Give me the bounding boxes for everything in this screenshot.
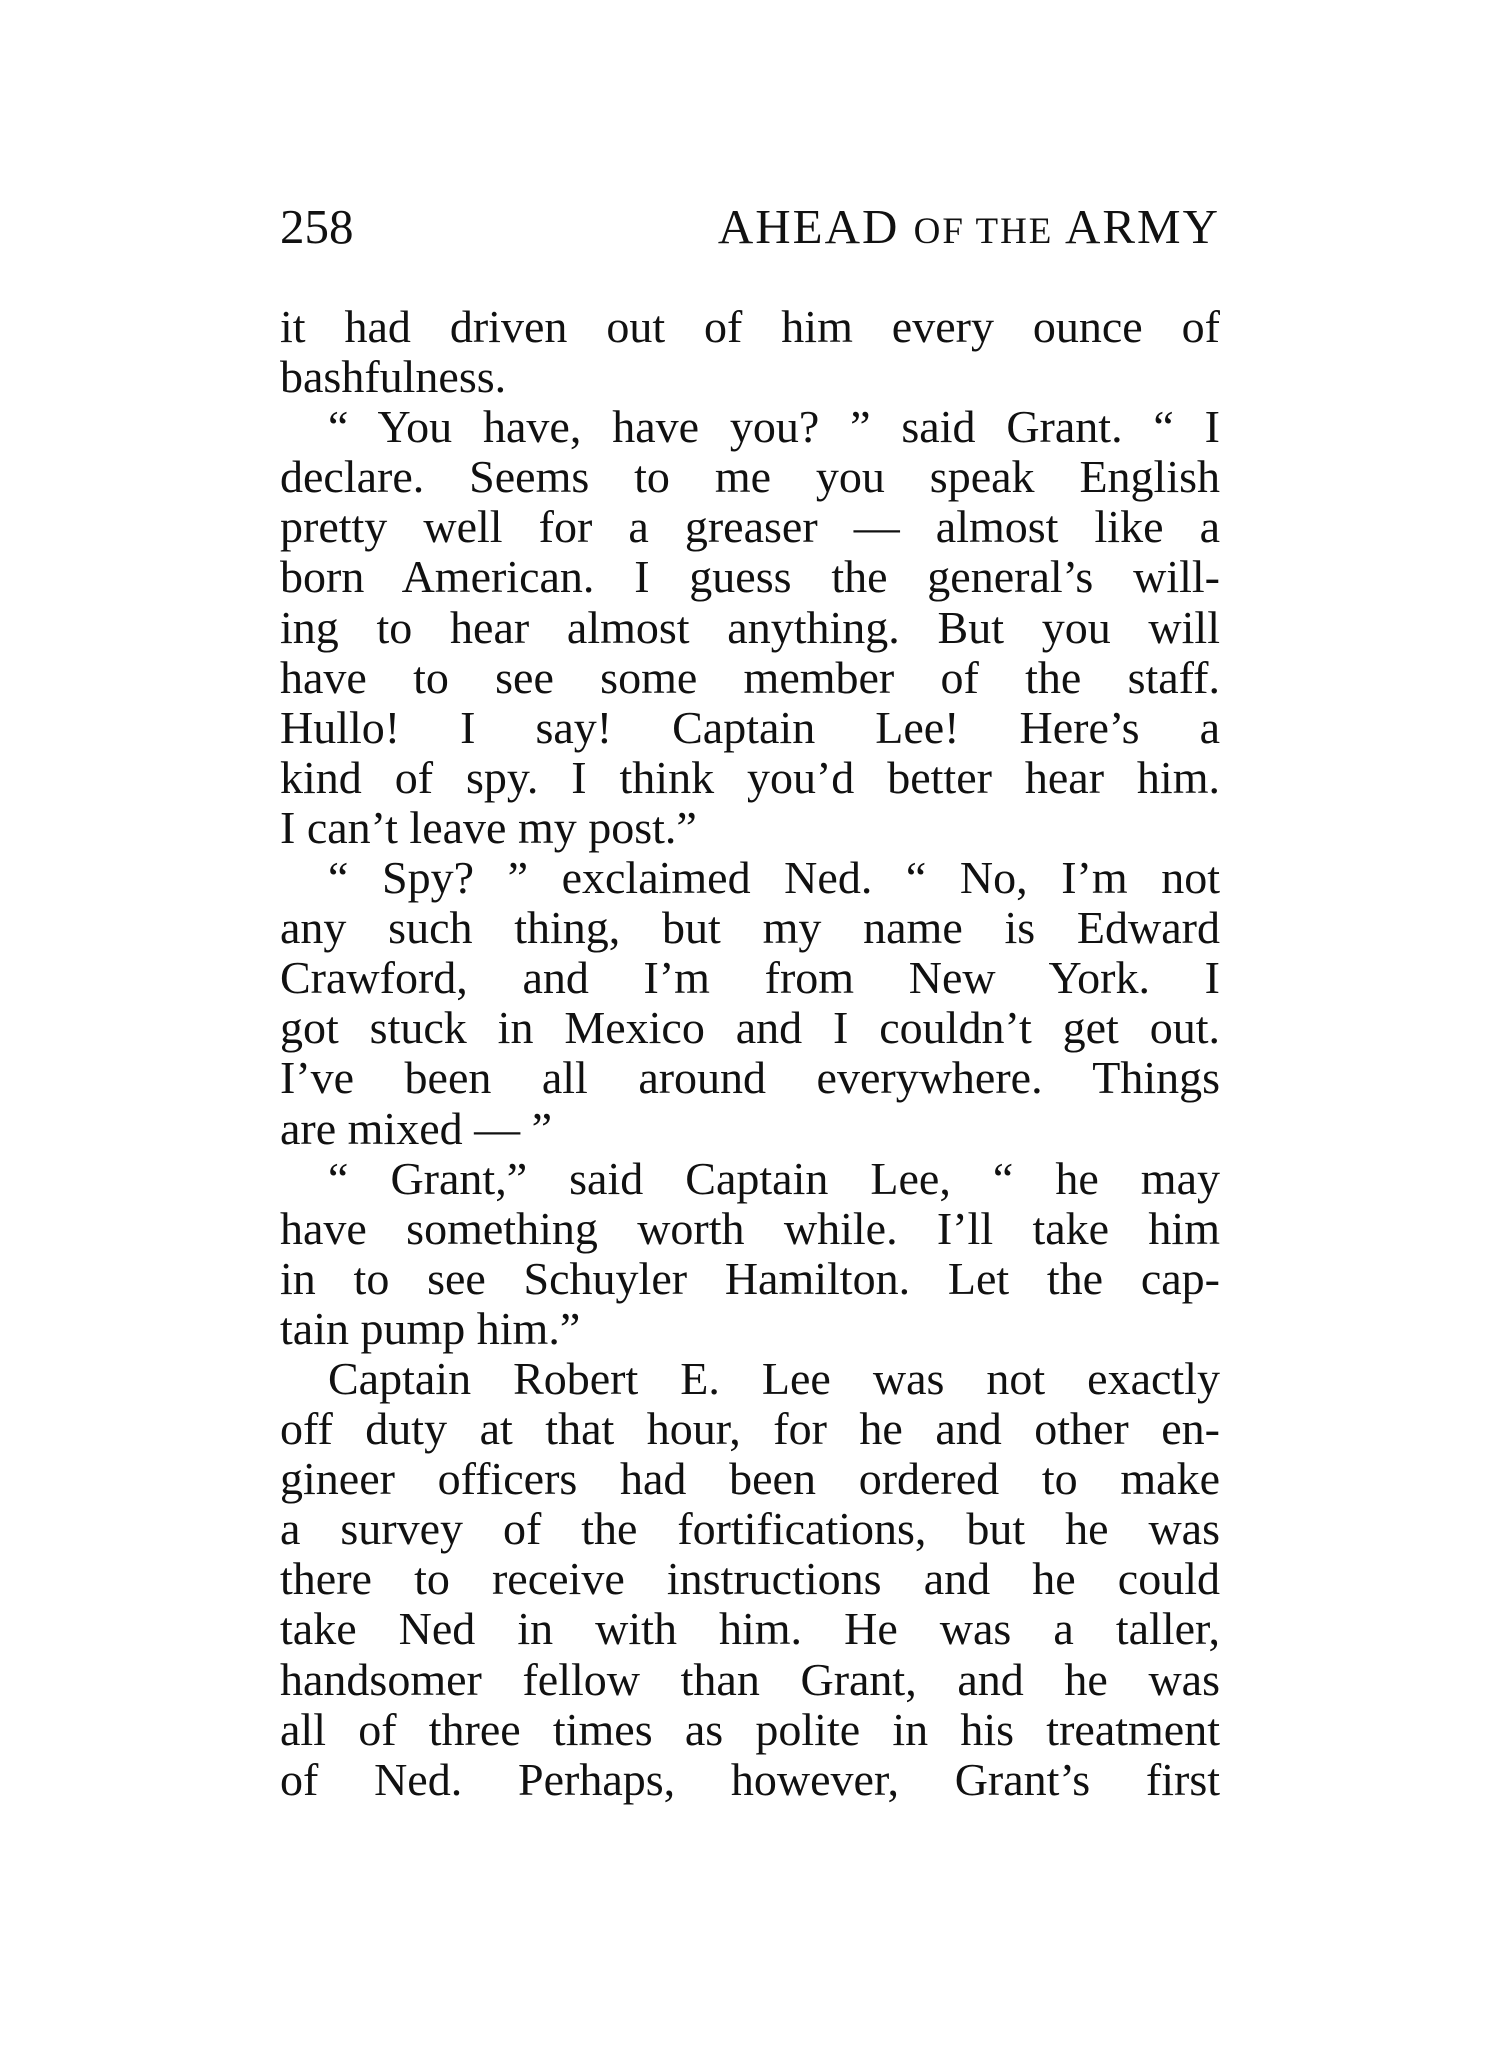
text-line: handsomer fellow than Grant, and he was — [280, 1653, 1220, 1705]
text-line: “ You have, have you? ” said Grant. “ I — [328, 401, 1220, 453]
text-line: “ Grant,” said Captain Lee, “ he may — [328, 1152, 1220, 1204]
text-line: off duty at that hour, for he and other en- — [280, 1403, 1220, 1455]
text-line: ing to hear almost anything. But you will — [280, 601, 1220, 653]
text-line: it had driven out of him every ounce of — [280, 301, 1220, 352]
text-line: Hullo! I say! Captain Lee! Here’s a — [280, 701, 1220, 753]
text-line: kind of spy. I think you’d better hear him. — [280, 751, 1220, 803]
text-line: have something worth while. I’ll take him — [280, 1202, 1220, 1254]
text-line: “ Spy? ” exclaimed Ned. “ No, I’m not — [328, 852, 1220, 904]
page-header — [280, 192, 1220, 262]
text-line: I can’t leave my post.” — [280, 801, 697, 853]
running-title-part-2: OF THE — [913, 211, 1054, 252]
text-line: a survey of the fortifications, but he was — [280, 1503, 1220, 1555]
text-line: there to receive instructions and he could — [280, 1553, 1220, 1605]
running-title — [718, 192, 1220, 267]
text-line: gineer officers had been ordered to make — [280, 1453, 1220, 1505]
text-line: all of three times as polite in his treatment — [280, 1703, 1220, 1755]
text-line: are mixed — ” — [280, 1102, 553, 1154]
text-line: take Ned in with him. He was a taller, — [280, 1603, 1220, 1655]
text-line: pretty well for a greaser — almost like a — [280, 501, 1220, 553]
text-line: Crawford, and I’m from New York. I — [280, 952, 1220, 1004]
text-line: born American. I guess the general’s will- — [280, 551, 1220, 603]
text-line: tain pump him.” — [280, 1302, 581, 1354]
text-line: have to see some member of the staff. — [280, 651, 1220, 703]
text-line: bashfulness. — [280, 351, 507, 403]
body-text — [280, 302, 1220, 1805]
text-line: any such thing, but my name is Edward — [280, 902, 1220, 954]
running-title-part-3: ARMY — [1053, 199, 1220, 254]
text-line: in to see Schuyler Hamilton. Let the cap- — [280, 1252, 1220, 1304]
text-line: Captain Robert E. Lee was not exactly — [328, 1352, 1220, 1404]
text-line: declare. Seems to me you speak English — [280, 451, 1220, 503]
page-number: 258 — [280, 199, 354, 254]
text-line: I’ve been all around everywhere. Things — [280, 1052, 1220, 1104]
running-title-part-1: AHEAD — [717, 199, 914, 254]
text-line: got stuck in Mexico and I couldn’t get out. — [280, 1002, 1220, 1054]
text-line: of Ned. Perhaps, however, Grant’s first — [280, 1753, 1220, 1805]
